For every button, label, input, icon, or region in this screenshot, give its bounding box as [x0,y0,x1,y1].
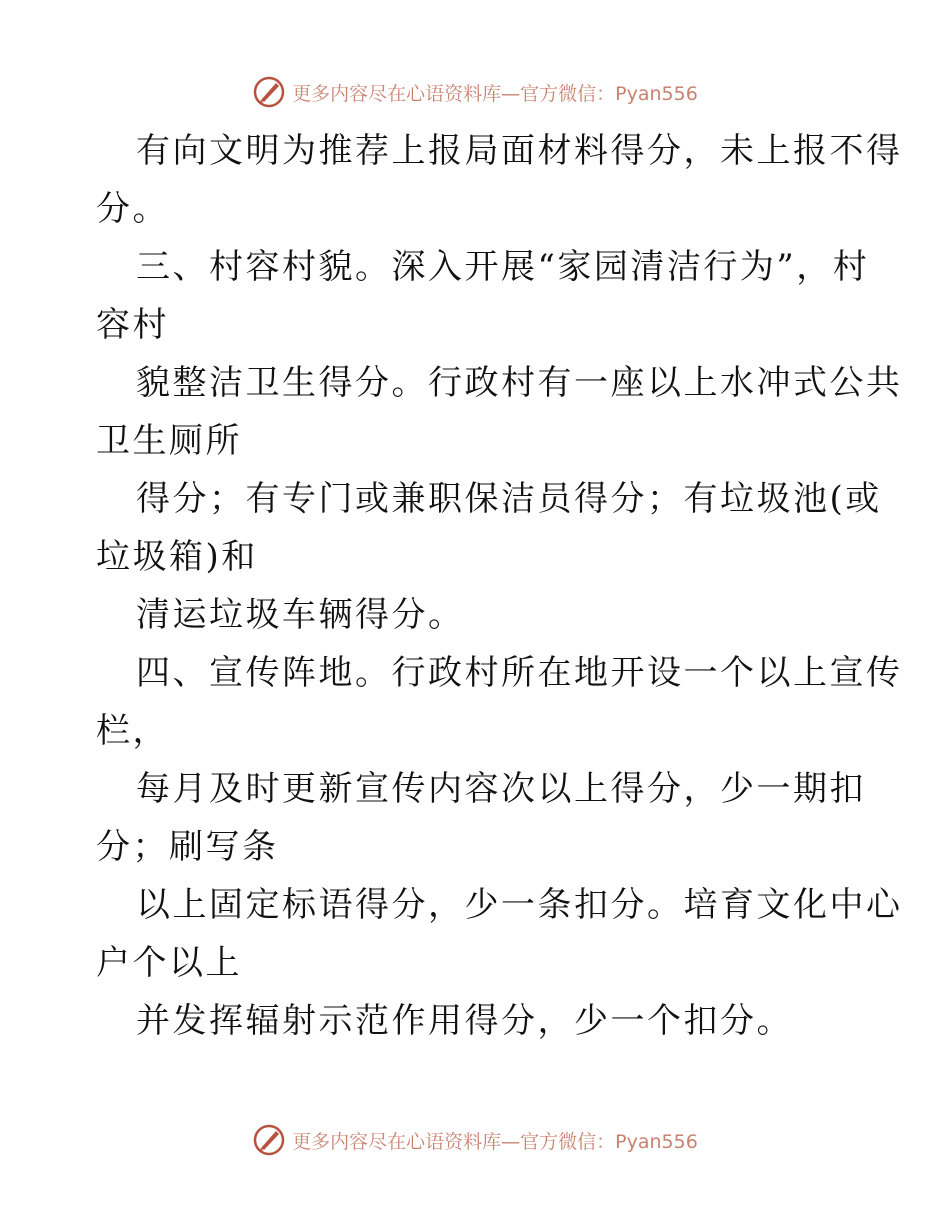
text-line: 分；刷写条 [96,827,279,867]
text-line: 三、村容村貌。深入开展“家园清洁行为”，村 [136,247,870,287]
watermark-text: 更多内容尽在心语资料库—官方微信：Pyan556 [292,1130,698,1153]
quill-logo-icon [252,75,286,109]
text-line: 分。 [96,189,169,229]
text-line: 得分；有专门或兼职保洁员得分；有垃圾池(或 [136,479,882,519]
text-line: 容村 [96,305,169,345]
header-watermark [0,72,950,112]
watermark-text: 更多内容尽在心语资料库—官方微信：Pyan556 [292,82,698,105]
footer-watermark [0,1120,950,1160]
text-line: 卫生厕所 [96,421,242,461]
text-line: 并发挥辐射示范作用得分，少一个扣分。 [136,1001,793,1041]
text-line: 垃圾箱)和 [96,537,258,577]
text-line: 四、宣传阵地。行政村所在地开设一个以上宣传 [136,653,903,693]
text-line: 有向文明为推荐上报局面材料得分，未上报不得 [136,131,903,171]
quill-logo-icon [252,1123,286,1157]
text-line: 以上固定标语得分，少一条扣分。培育文化中心 [136,885,903,925]
document-body [96,122,903,1050]
text-line: 貌整洁卫生得分。行政村有一座以上水冲式公共 [136,363,903,403]
text-line: 每月及时更新宣传内容次以上得分，少一期扣 [136,769,866,809]
text-line: 清运垃圾车辆得分。 [136,595,465,635]
text-line: 栏， [96,711,169,751]
text-line: 户个以上 [96,943,242,983]
